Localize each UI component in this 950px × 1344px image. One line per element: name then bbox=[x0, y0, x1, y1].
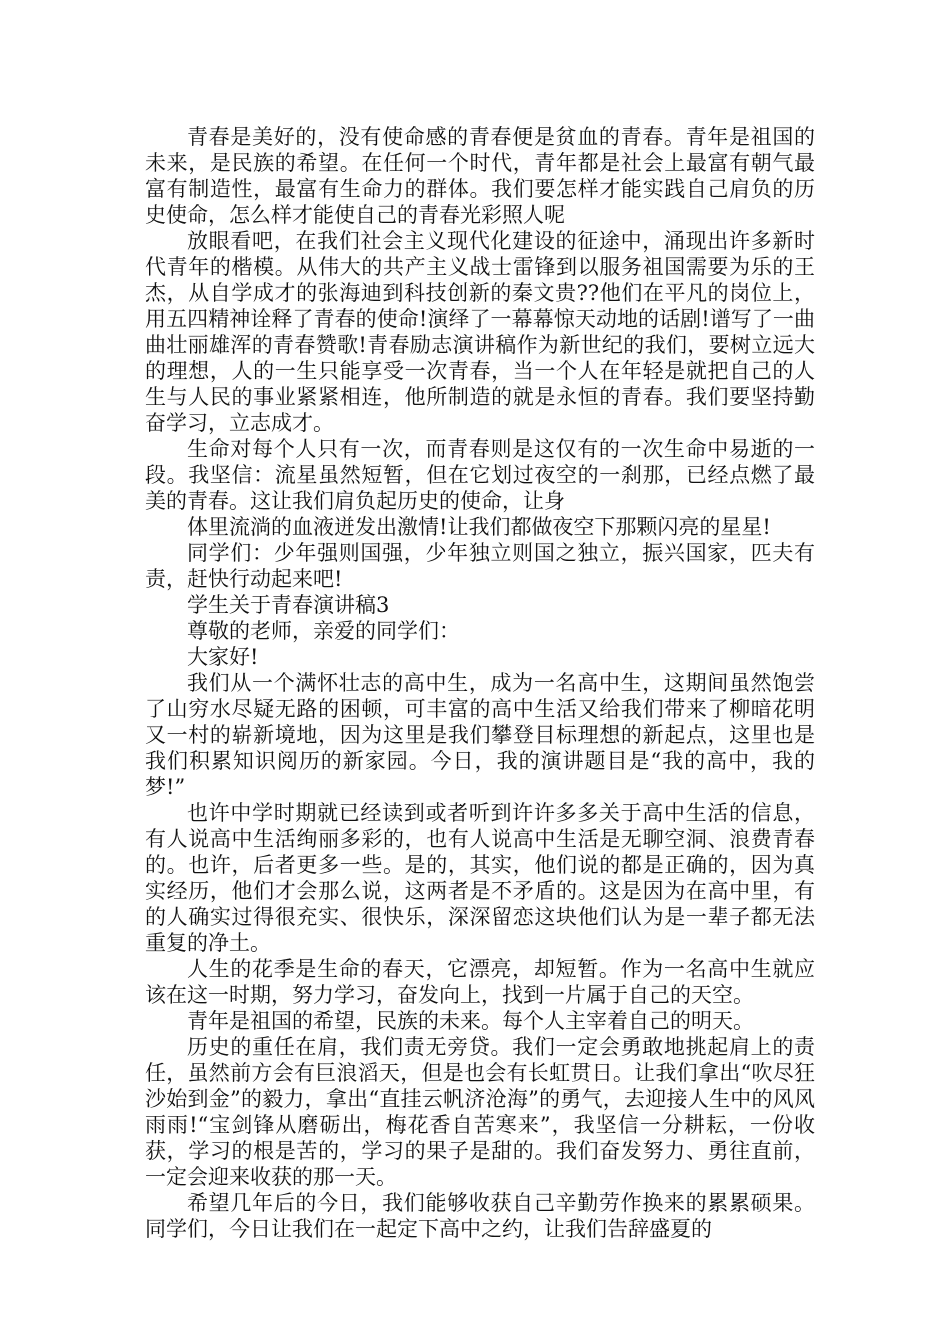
paragraph: 历史的重任在肩，我们责无旁贷。我们一定会勇敢地挑起肩上的责任，虽然前方会有巨浪滔天，但是也会有长虹贯日。让我们拿出“吹尽狂沙始到金”的毅力，拿出“直挂云帆济沧海”的勇气，去迎接人生中的风风雨雨!“宝剑锋从磨砺出，梅花香自苦寒来”，我坚信一分耕耘，一份收获，学习的根是苦的，学习的果子是甜的。我们奋发努力、勇往直前，一定会迎来收获的那一天。 bbox=[145, 1035, 815, 1189]
section-heading: 学生关于青春演讲稿3 bbox=[187, 593, 390, 617]
paragraph: 人生的花季是生命的春天，它漂亮，却短暂。作为一名高中生就应该在这一时期，努力学习，奋发向上，找到一片属于自己的天空。 bbox=[145, 957, 815, 1007]
paragraph: 生命对每个人只有一次，而青春则是这仅有的一次生命中易逝的一段。我坚信：流星虽然短暂，但在它划过夜空的一刹那，已经点燃了最美的青春。这让我们肩负起历史的使命，让身 bbox=[145, 437, 815, 513]
paragraph: 青春是美好的，没有使命感的青春便是贫血的青春。青年是祖国的未来，是民族的希望。在任何一个时代，青年都是社会上最富有朝气最富有制造性，最富有生命力的群体。我们要怎样才能实践自己肩负的历史使命，怎么样才能使自己的青春光彩照人呢 bbox=[145, 125, 815, 227]
paragraph: 体里流淌的血液迸发出激情!让我们都做夜空下那颗闪亮的星星! bbox=[187, 515, 771, 539]
salutation: 尊敬的老师，亲爱的同学们： bbox=[187, 619, 460, 643]
paragraph: 也许中学时期就已经读到或者听到许许多多关于高中生活的信息，有人说高中生活绚丽多彩的，也有人说高中生活是无聊空洞、浪费青春的。也许，后者更多一些。是的，其实，他们说的都是正确的，因为真实经历，他们才会那么说，这两者是不矛盾的。这是因为在高中里，有的人确实过得很充实、很快乐，深深留恋这块他们认为是一辈子都无法重复的净土。 bbox=[145, 801, 815, 955]
paragraph: 放眼看吧，在我们社会主义现代化建设的征途中，涌现出许多新时代青年的楷模。从伟大的共产主义战士雷锋到以服务祖国需要为乐的王杰，从自学成才的张海迪到科技创新的秦文贵??他们在平凡的岗位上，用五四精神诠释了青春的使命!演绎了一幕幕惊天动地的话剧!谱写了一曲曲壮丽雄浑的青春赞歌!青春励志演讲稿作为新世纪的我们，要树立远大的理想，人的一生只能享受一次青春，当一个人在年轻是就把自己的人生与人民的事业紧紧相连，他所制造的就是永恒的青春。我们要坚持勤奋学习，立志成才。 bbox=[145, 229, 815, 435]
paragraph: 同学们：少年强则国强，少年独立则国之独立，振兴国家，匹夫有责，赶快行动起来吧! bbox=[145, 541, 815, 591]
greeting: 大家好! bbox=[187, 645, 259, 669]
document-body bbox=[145, 124, 815, 1242]
paragraph: 希望几年后的今日，我们能够收获自己辛勤劳作换来的累累硕果。同学们，今日让我们在一起定下高中之约，让我们告辞盛夏的 bbox=[145, 1191, 815, 1241]
paragraph: 我们从一个满怀壮志的高中生，成为一名高中生，这期间虽然饱尝了山穷水尽疑无路的困顿，可丰富的高中生活又给我们带来了柳暗花明又一村的崭新境地，因为这里是我们攀登目标理想的新起点，这里也是我们积累知识阅历的新家园。今日，我的演讲题目是“我的高中，我的梦!” bbox=[145, 671, 815, 799]
paragraph: 青年是祖国的希望，民族的未来。每个人主宰着自己的明天。 bbox=[187, 1009, 754, 1033]
